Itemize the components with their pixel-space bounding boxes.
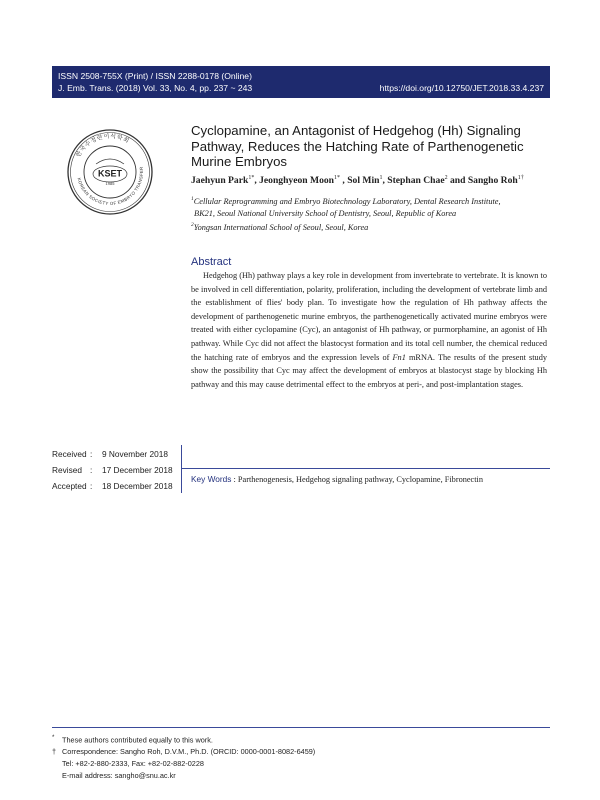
journal-header-bar [52, 66, 550, 98]
author-sup: 2 [444, 175, 448, 181]
issn-text: ISSN 2508-755X (Print) / ISSN 2288-0178 (Online) [58, 71, 252, 81]
kset-logo [66, 128, 154, 216]
author-name: Sol Min [347, 175, 380, 187]
article-title [191, 123, 551, 170]
accepted-date: Accepted : 18 December 2018 [52, 480, 173, 491]
section-divider-vertical [181, 445, 182, 493]
author-sup: 1 [379, 175, 383, 181]
title-line: Pathway, Reduces the Hatching Rate of Parthenogenetic [191, 138, 524, 154]
revised-date: Revised : 17 December 2018 [52, 464, 173, 475]
article-dates [52, 447, 173, 494]
doi-link[interactable]: https://doi.org/10.12750/JET.2018.33.4.237 [379, 83, 544, 93]
author-name: Jaehyun Park [191, 175, 249, 187]
keywords-text: Parthenogenesis, Hedgehog signaling pathway, Cyclopamine, Fibronectin [237, 475, 483, 484]
title-line: Cyclopamine, an Antagonist of Hedgehog (Hh) Signaling [191, 123, 521, 138]
logo-korean-text: 한국수정란이식학회 [75, 133, 131, 159]
abstract-body: Hedgehog (Hh) pathway plays a key role in development from invertebrate to vertebrate. It is known to be involved in cell differentiation, polarity, proliferation, including the development of vertebrate limb and the establishment of flies' body plan. To investigate how the regulation of Hh pathway affects the development of parthenogenetic murine embryos, the parthenogenetically activated murine embryos were treated with either cyclopamine (Cyc), an antagonist of Hh pathway, or purmorphamine, an agonist of Hh pathway. While Cyc did not affect the blastocyst formation and its total cell number, the chemical reduced the hatching rate of embryos and the expression levels of Fn1 mRNA. The results of the present study show the possibility that Cyc may affect the development of embryos at blastocyst stage by blocking Hh pathway and this may cause detrimental effect to the embryos at peri-, and post-implantation stages. [191, 271, 547, 389]
footnote-correspondence: † Correspondence: Sangho Roh, D.V.M., Ph.D. (ORCID: 0000-0001-8082-6459) [52, 747, 316, 757]
author-name: Sangho Roh [467, 175, 518, 187]
footnote-tel: Tel: +82-2-880-2333, Fax: +82-02-882-0228 [62, 759, 204, 769]
author-sup: 1* [334, 175, 340, 181]
author-sup: 1* [248, 175, 255, 181]
author-sup: 1† [517, 175, 524, 181]
keywords-label: Key Words [191, 474, 232, 484]
author-name: Stephan Chae [387, 175, 445, 187]
keywords: Key Words : Parthenogenesis, Hedgehog signaling pathway, Cyclopamine, Fibronectin [191, 474, 483, 484]
section-divider-horizontal [181, 468, 550, 469]
footnote-divider [52, 727, 550, 728]
affiliation-1: $^1$Cellular Reprogramming and Embryo Biotechnology Laboratory, Dental Research Institute, BK21, Seoul National University School of Dentistry, Seoul, Republic of Korea [191, 196, 501, 219]
affiliation-2: $^2$Yongsan International School of Seoul, Seoul, Korea [191, 222, 369, 232]
author-name: Jeonghyeon Moon [259, 175, 334, 187]
received-date: Received : 9 November 2018 [52, 449, 168, 459]
title-line: Murine Embryos [191, 154, 288, 170]
logo-year-text: 1985 [105, 181, 115, 186]
logo-kset-text: KSET [97, 168, 123, 179]
footnote-email[interactable]: E-mail address: sangho@snu.ac.kr [62, 770, 176, 780]
citation-text: J. Emb. Trans. (2018) Vol. 33, No. 4, pp. 237 ~ 243 [58, 83, 253, 93]
footnote-equal-contribution: * These authors contributed equally to this work. [52, 734, 213, 745]
abstract-heading: Abstract [191, 256, 232, 268]
author-list: Jaehyun Park$^{1*}$, Jeonghyeon Moon$^{1*}$ , Sol Min$^1$, Stephan Chae$^2$ and Sangho Roh$^{1\dagger}$ [191, 175, 524, 187]
logo-ring-text: KOREAN SOCIETY OF EMBRYO TRANSFER [76, 166, 145, 207]
kset-seal-icon [66, 128, 154, 216]
footnotes [52, 732, 315, 782]
